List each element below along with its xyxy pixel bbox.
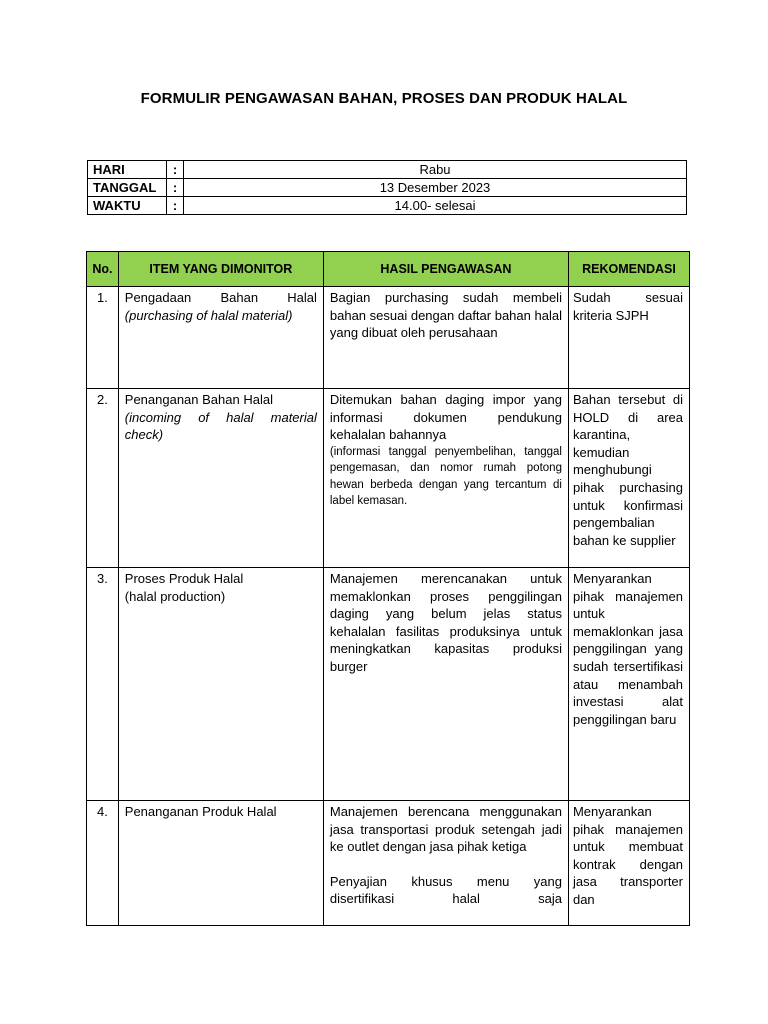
info-colon: : [167, 161, 184, 179]
rekomendasi-cell: Sudah sesuai kriteria SJPH [568, 287, 689, 389]
table-row [87, 801, 690, 926]
rekomendasi-cell: Bahan tersebut di HOLD di area karantina, kemudian menghubungi pihak purchasing untuk konfirmasi pengembalian bahan ke supplier [568, 389, 689, 568]
header-no: No. [87, 252, 119, 287]
hasil-text-2: Penyajian khusus menu yang disertifikasi halal saja [329, 873, 562, 907]
hasil-cell [323, 801, 568, 926]
table-row [87, 287, 690, 389]
page-title: FORMULIR PENGAWASAN BAHAN, PROSES DAN PRODUK HALAL [140, 90, 628, 107]
header-hasil: HASIL PENGAWASAN [323, 252, 568, 287]
item-sublabel: (purchasing of halal material) [124, 307, 293, 323]
monitoring-table [86, 251, 690, 926]
info-row-hari [88, 161, 687, 179]
item-label: Pengadaan Bahan Halal [124, 290, 317, 305]
hasil-cell: Manajemen merencanakan untuk memaklonkan proses penggilingan daging yang belum jelas status kehalalan fasilitas produksinya untuk meningkatkan kapasitas produksi burger [323, 568, 568, 801]
info-key: HARI [88, 161, 167, 179]
table-header-row [87, 252, 690, 287]
row-number: 2. [87, 389, 119, 568]
item-label: Penanganan Bahan Halal [124, 392, 273, 407]
row-number: 3. [87, 568, 119, 801]
hasil-note: (informasi tanggal penyembelihan, tanggal pengemasan, dan nomor rumah potong hewan berbeda dengan yang tercantum di label kemasan. [329, 445, 562, 508]
header-item: ITEM YANG DIMONITOR [118, 252, 323, 287]
item-cell [118, 568, 323, 801]
item-label: Proses Produk Halal [124, 571, 244, 586]
hasil-cell: Bagian purchasing sudah membeli bahan sesuai dengan daftar bahan halal yang dibuat oleh perusahaan [323, 287, 568, 389]
info-value: 14.00- selesai [184, 197, 687, 215]
item-sublabel: (halal production) [124, 588, 226, 604]
rekomendasi-cell: Menyarankan pihak manajemen untuk memaklonkan jasa penggilingan yang sudah tersertifikasi atau menambah investasi alat penggilingan baru [568, 568, 689, 801]
table-row [87, 568, 690, 801]
info-table [87, 160, 687, 215]
info-row-tanggal [88, 179, 687, 197]
info-row-waktu [88, 197, 687, 215]
table-row [87, 389, 690, 568]
info-colon: : [167, 179, 184, 197]
hasil-text: Ditemukan bahan daging impor yang informasi dokumen pendukung kehalalan bahannya [329, 392, 562, 443]
item-cell [118, 389, 323, 568]
item-cell: Penanganan Produk Halal [118, 801, 323, 926]
info-key: WAKTU [88, 197, 167, 215]
item-sublabel: (incoming of halal material check) [124, 409, 317, 443]
info-key: TANGGAL [88, 179, 167, 197]
info-value: 13 Desember 2023 [184, 179, 687, 197]
header-rekomendasi: REKOMENDASI [568, 252, 689, 287]
row-number: 4. [87, 801, 119, 926]
row-number: 1. [87, 287, 119, 389]
info-colon: : [167, 197, 184, 215]
info-value: Rabu [184, 161, 687, 179]
rekomendasi-cell: Menyarankan pihak manajemen untuk membuat kontrak dengan jasa transporter dan [568, 801, 689, 926]
hasil-cell [323, 389, 568, 568]
hasil-text: Manajemen berencana menggunakan jasa transportasi produk setengah jadi ke outlet dengan jasa pihak ketiga [329, 804, 562, 855]
item-cell [118, 287, 323, 389]
